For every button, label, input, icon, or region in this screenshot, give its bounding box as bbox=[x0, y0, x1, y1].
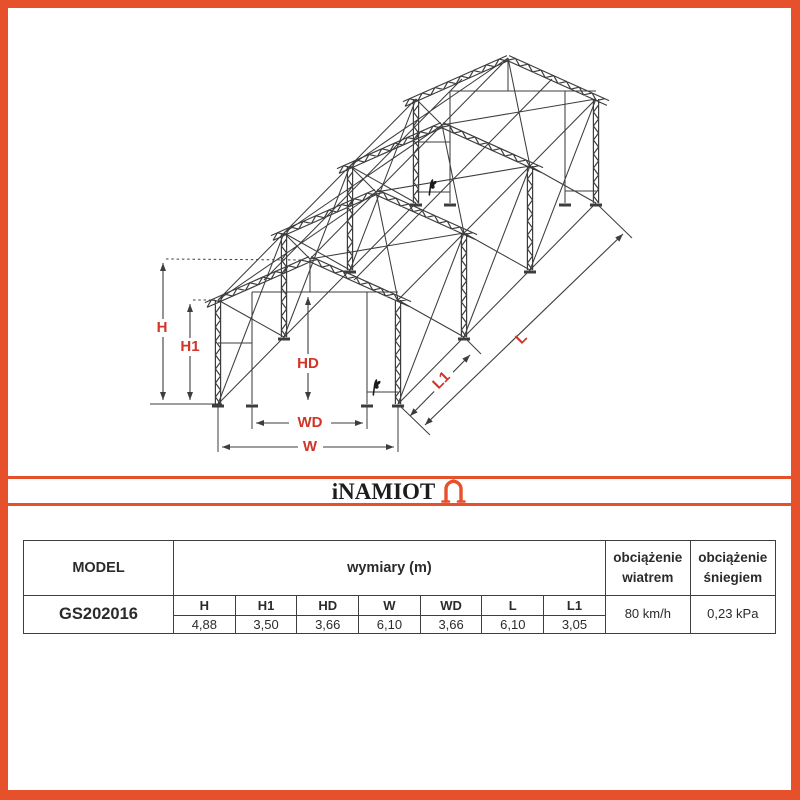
col-label-h1: H1 bbox=[236, 596, 298, 616]
value-w: 6,10 bbox=[359, 616, 421, 634]
dim-label-wd: WD bbox=[297, 414, 323, 431]
dimension-labels bbox=[151, 319, 531, 456]
value-h: 4,88 bbox=[174, 616, 236, 634]
dim-label-w: W bbox=[302, 438, 318, 455]
tent-arch-icon bbox=[440, 478, 467, 504]
dim-label-hd: HD bbox=[297, 355, 319, 372]
value-l: 6,10 bbox=[482, 616, 544, 634]
table-header-snow-load: obciążenie śniegiem bbox=[691, 541, 776, 596]
wind-load-value: 80 km/h bbox=[606, 596, 691, 634]
dim-label-l: L bbox=[512, 329, 531, 348]
col-label-h: H bbox=[174, 596, 236, 616]
value-wd: 3,66 bbox=[421, 616, 483, 634]
value-l1: 3,05 bbox=[544, 616, 606, 634]
snow-load-value: 0,23 kPa bbox=[691, 596, 776, 634]
table-header-wind-load: obciążenie wiatrem bbox=[606, 541, 691, 596]
model-value: GS202016 bbox=[24, 596, 174, 634]
col-label-hd: HD bbox=[297, 596, 359, 616]
dim-label-l1: L1 bbox=[429, 368, 454, 393]
truss-structure-lines bbox=[205, 56, 609, 406]
spec-table bbox=[23, 540, 776, 634]
dim-label-h: H bbox=[156, 319, 168, 336]
value-h1: 3,50 bbox=[236, 616, 298, 634]
col-label-w: W bbox=[359, 596, 421, 616]
col-label-l: L bbox=[482, 596, 544, 616]
value-hd: 3,66 bbox=[297, 616, 359, 634]
dim-label-h1: H1 bbox=[180, 338, 200, 355]
col-label-l1: L1 bbox=[544, 596, 606, 616]
col-label-wd: WD bbox=[421, 596, 483, 616]
table-header-model: MODEL bbox=[24, 541, 174, 596]
table-header-dimensions: wymiary (m) bbox=[174, 541, 606, 596]
logo-band bbox=[8, 476, 791, 506]
frame-border-bottom bbox=[0, 790, 800, 800]
brand-logo-text: iNAMIOT bbox=[331, 478, 436, 504]
